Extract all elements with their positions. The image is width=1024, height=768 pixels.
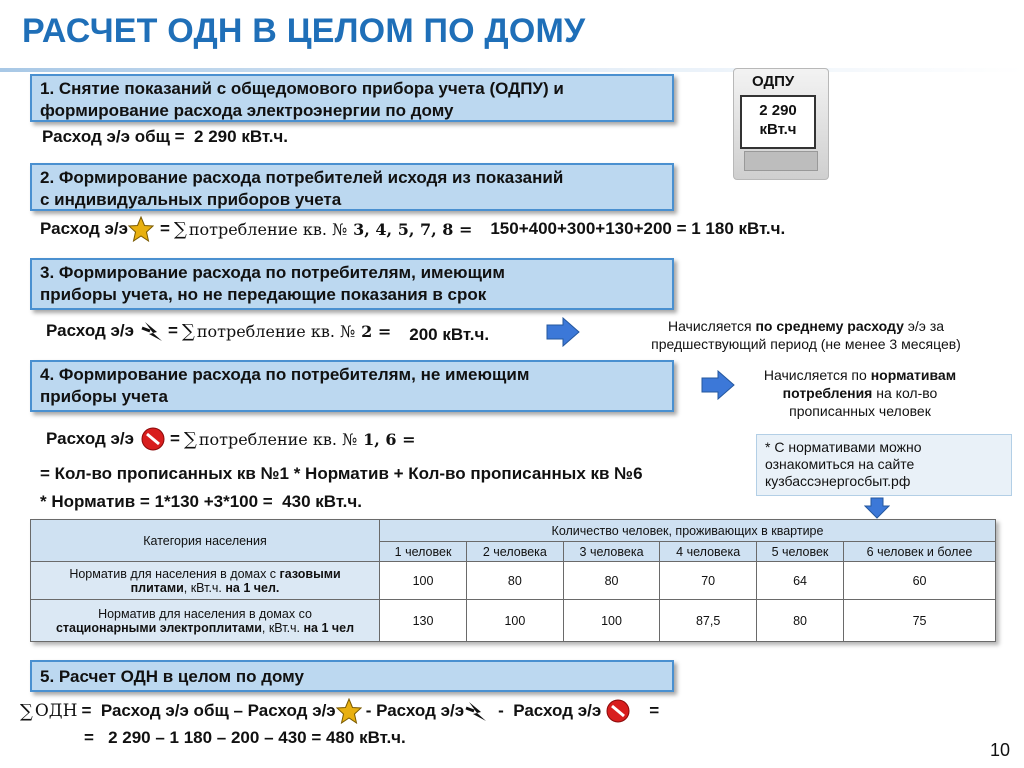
step2-sum-text: потребление кв. № <box>188 219 348 239</box>
row-label: Норматив для населения в домах со стационарными электроплитами, кВт.ч. на 1 чел <box>31 600 380 642</box>
arrow-right-icon <box>700 370 736 400</box>
row-label: Норматив для населения в домах с газовыми плитами, кВт.ч. на 1 чел. <box>31 562 380 600</box>
step2-eq: = <box>160 219 170 238</box>
step3-box <box>30 258 674 310</box>
step5-sum-label: ОДН <box>34 701 78 721</box>
step1-title-line1: 1. Снятие показаний с общедомового прибора учета (ОДПУ) и <box>40 79 564 98</box>
site-note-line3: кузбассэнергосбыт.рф <box>765 473 911 489</box>
step4-note-line2: потребления на кол-во <box>782 385 938 401</box>
arrow-right-icon <box>545 317 581 347</box>
page-number: 10 <box>989 740 1010 760</box>
site-note-line1: * С нормативами можно <box>765 439 922 455</box>
step3-eq: = <box>168 321 178 340</box>
col-header: 4 человека <box>660 542 757 562</box>
step3-formula <box>46 318 489 344</box>
step4-title-line2: приборы учета <box>40 387 168 406</box>
table-cell: 100 <box>380 562 467 600</box>
step4-line2: = Кол-во прописанных кв №1 * Норматив + Кол-во прописанных кв №6 <box>40 464 643 483</box>
meter-display <box>740 95 816 149</box>
table-cell: 80 <box>563 562 660 600</box>
col-header: 1 человек <box>380 542 467 562</box>
no-meter-icon <box>140 426 166 452</box>
step4-apts: 1, 6 = <box>363 429 416 449</box>
arrow-down-icon <box>864 497 890 519</box>
table-cell: 64 <box>756 562 843 600</box>
step4-note <box>740 366 980 420</box>
table-cell: 75 <box>844 600 996 642</box>
meter-terminal-block <box>744 151 818 171</box>
table-cell: 70 <box>660 562 757 600</box>
table-cell: 100 <box>467 600 564 642</box>
table-cell: 80 <box>467 562 564 600</box>
step4-formula <box>46 426 416 452</box>
table-cell: 80 <box>756 600 843 642</box>
step2-apts: 3, 4, 5, 7, 8 = <box>353 219 473 239</box>
step1-title-line2: формирование расхода электроэнергии по дому <box>40 101 454 120</box>
step1-box <box>30 74 674 122</box>
step2-title-line1: 2. Формирование расхода потребителей исходя из показаний <box>40 168 564 187</box>
table-cell: 60 <box>844 562 996 600</box>
step2-title-line2: с индивидуальных приборов учета <box>40 190 342 209</box>
people-header: Количество человек, проживающих в квартире <box>380 520 996 542</box>
site-note <box>756 434 1012 496</box>
col-header: 2 человека <box>467 542 564 562</box>
table-row <box>31 600 996 642</box>
step3-apts: 2 = <box>361 321 392 341</box>
step1-formula: Расход э/э общ = 2 290 кВт.ч. <box>42 127 289 146</box>
step4-line3: * Норматив = 1*130 +3*100 = 430 кВт.ч. <box>40 492 362 511</box>
step4-label: Расход э/э <box>46 429 135 448</box>
page-title: РАСЧЕТ ОДН В ЦЕЛОМ ПО ДОМУ <box>22 12 586 50</box>
step3-result: 200 кВт.ч. <box>409 325 490 344</box>
star-icon <box>336 698 362 724</box>
col-header: 5 человек <box>756 542 843 562</box>
norm-table <box>30 519 996 642</box>
step3-note-line2: предшествующий период (не менее 3 месяцев) <box>651 336 961 352</box>
table-cell: 130 <box>380 600 467 642</box>
step5-title: 5. Расчет ОДН в целом по дому <box>40 667 304 686</box>
sum-icon: ∑ <box>183 428 197 450</box>
table-row <box>31 562 996 600</box>
step4-sum-text: потребление кв. № <box>198 429 358 449</box>
step4-note-line3: прописанных человек <box>789 403 931 419</box>
unsubmitted-icon <box>140 318 166 344</box>
col-header: 3 человека <box>563 542 660 562</box>
meter-label: ОДПУ <box>752 73 795 90</box>
step3-title-line2: приборы учета, но не передающие показания в срок <box>40 285 487 304</box>
star-icon <box>128 216 154 242</box>
step2-formula <box>40 216 785 242</box>
step3-sum-text: потребление кв. № <box>196 321 356 341</box>
step3-title-line1: 3. Формирование расхода по потребителям, имеющим <box>40 263 505 282</box>
step5-box <box>30 660 674 692</box>
sum-icon: ∑ <box>20 700 33 722</box>
step2-box <box>30 163 674 211</box>
meter-value: 2 290 <box>759 102 797 119</box>
step5-formula <box>20 698 659 724</box>
step2-label: Расход э/э <box>40 219 129 238</box>
step5-part4: = <box>649 701 660 720</box>
step5-line2: = 2 290 – 1 180 – 200 – 430 = 480 кВт.ч. <box>84 728 406 747</box>
step5-part2: - Расход э/э <box>365 701 465 720</box>
category-header: Категория населения <box>31 520 380 562</box>
step4-title-line1: 4. Формирование расхода по потребителям, не имеющим <box>40 365 530 384</box>
step2-result: 150+400+300+130+200 = 1 180 кВт.ч. <box>490 219 786 238</box>
site-note-line2: ознакомиться на сайте <box>765 456 915 472</box>
step3-note-line1: Начисляется по среднему расходу э/э за <box>667 318 945 334</box>
step4-box <box>30 360 674 412</box>
step4-note-line1: Начисляется по нормативам <box>763 367 957 383</box>
col-header: 6 человек и более <box>844 542 996 562</box>
step5-part3: - Расход э/э <box>498 701 602 720</box>
step3-note <box>596 317 1016 353</box>
step3-label: Расход э/э <box>46 321 135 340</box>
meter-unit: кВт.ч <box>759 121 797 138</box>
step5-part1: = Расход э/э общ – Расход э/э <box>81 701 336 720</box>
meter-illustration <box>733 68 829 180</box>
sum-icon: ∑ <box>173 218 187 240</box>
unsubmitted-icon <box>464 698 490 724</box>
title-underline <box>0 68 1024 72</box>
sum-icon: ∑ <box>181 320 195 342</box>
table-cell: 87,5 <box>660 600 757 642</box>
no-meter-icon <box>605 698 631 724</box>
step4-eq: = <box>170 429 180 448</box>
table-cell: 100 <box>563 600 660 642</box>
